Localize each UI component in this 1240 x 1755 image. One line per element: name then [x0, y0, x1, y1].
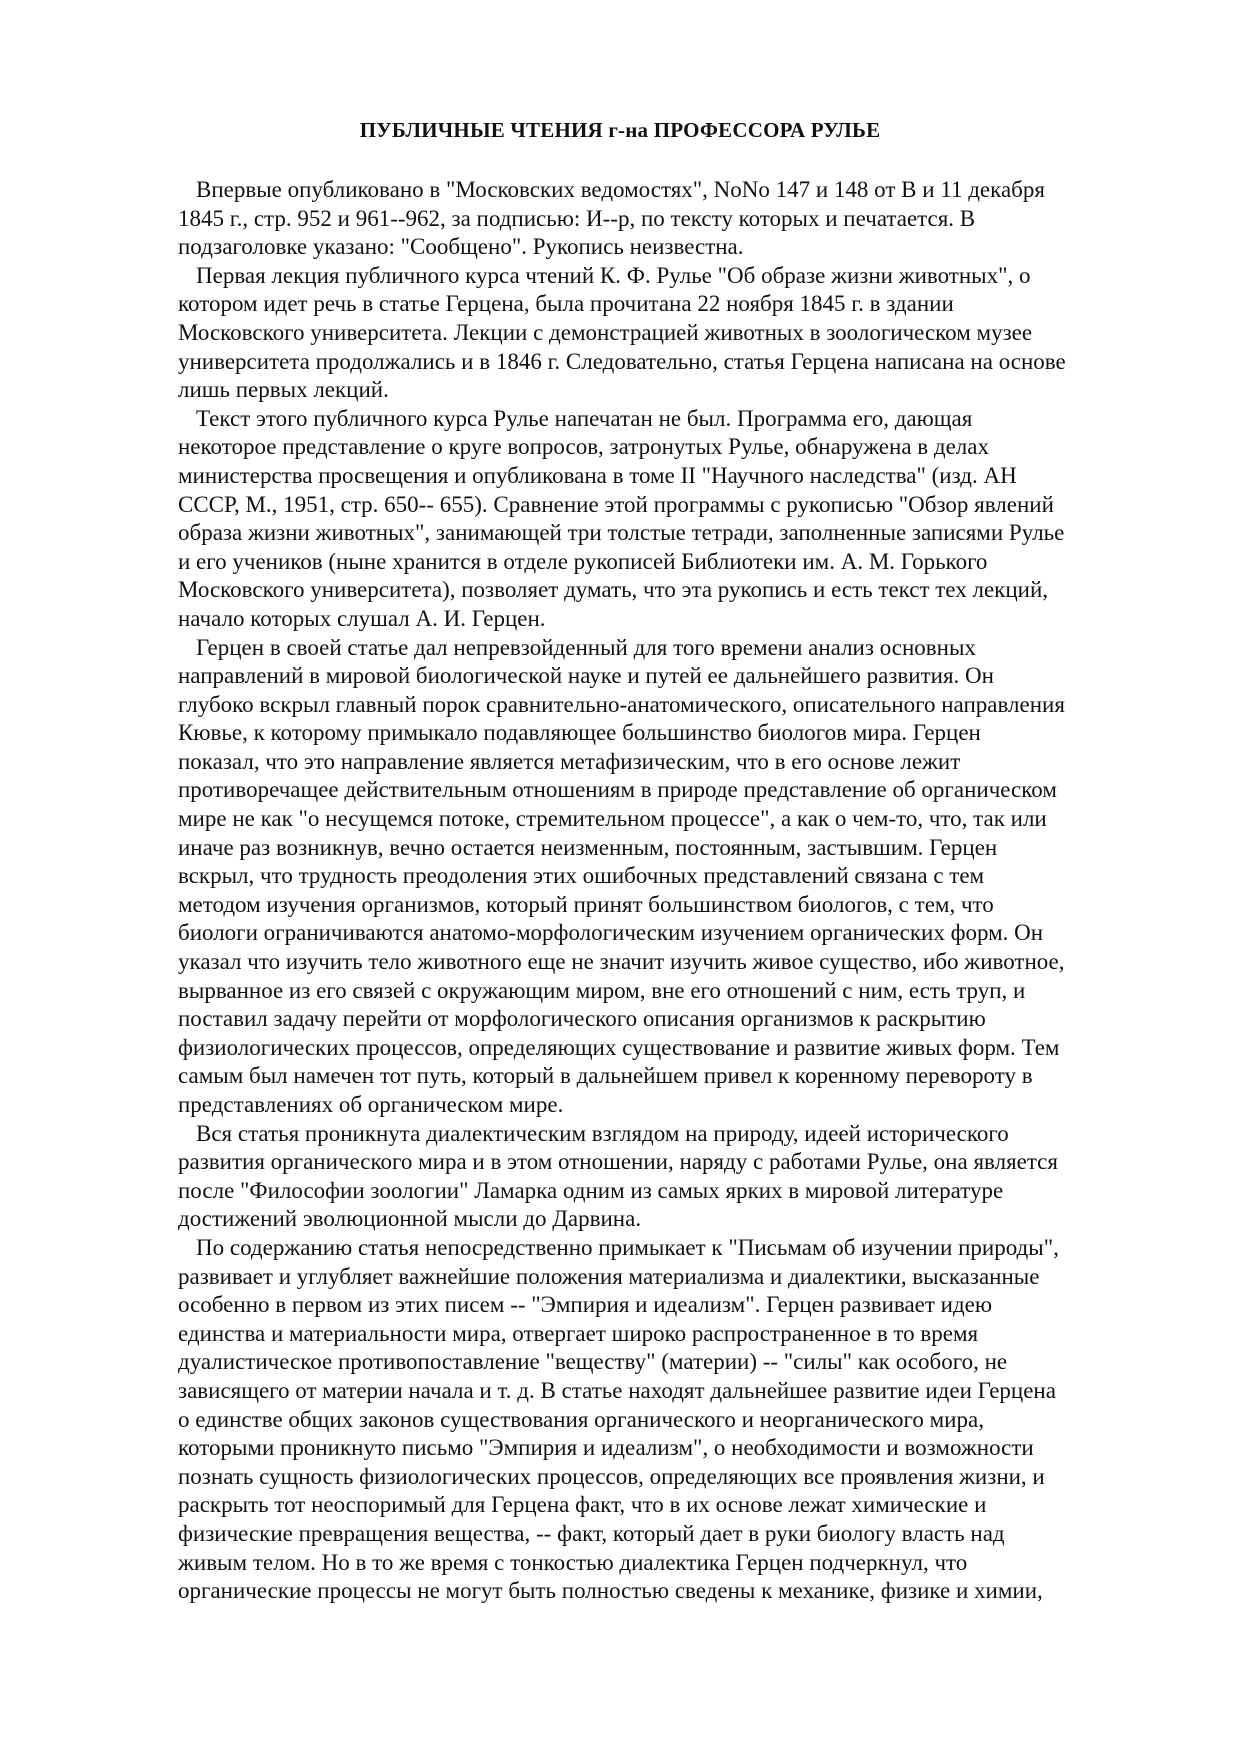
- paragraph-3: [178, 405, 1158, 634]
- text-line: физиологических процессов, определяющих существование и развитие живых форм. Тем: [178, 1034, 1060, 1060]
- text-line: иначе раз возникнув, вечно остается неизменным, постоянным, застывшим. Герцен: [178, 834, 998, 860]
- text-line: подзаголовке указано: "Сообщено". Рукопись неизвестна.: [178, 234, 744, 260]
- text-line: Кювье, к которому примыкало подавляющее большинство биологов мира. Герцен: [178, 720, 981, 746]
- text-line: Московского университета. Лекции с демонстрацией животных в зоологическом музее: [178, 319, 1033, 345]
- text-line: СССР, М., 1951, стр. 650-- 655). Сравнение этой программы с рукописью "Обзор явлений: [178, 491, 1054, 517]
- text-line: достижений эволюционной мысли до Дарвина.: [178, 1206, 642, 1232]
- text-line: о единстве общих законов существования органического и неорганического мира,: [178, 1406, 984, 1432]
- text-line: зависящего от материи начала и т. д. В статье находят дальнейшее развитие идеи Герцена: [178, 1377, 1056, 1403]
- document-title: ПУБЛИЧНЫЕ ЧТЕНИЯ г-на ПРОФЕССОРА РУЛЬЕ: [359, 118, 881, 142]
- text-line: По содержанию статья непосредственно примыкает к "Письмам об изучении природы",: [196, 1234, 1059, 1260]
- text-line: Герцен в своей статье дал непревзойденный для того времени анализ основных: [196, 634, 976, 660]
- text-line: мире не как "о несущемся потоке, стремительном процессе", а как о чем-то, что, так или: [178, 806, 1047, 832]
- text-line: показал, что это направление является метафизическим, что в его основе лежит: [178, 748, 961, 774]
- text-line: представлениях об органическом мире.: [178, 1092, 564, 1117]
- text-line: глубоко вскрыл главный порок сравнительно-анатомического, описательного направления: [178, 691, 1065, 717]
- text-line: 1845 г., стр. 952 и 961--962, за подписью: И--р, по тексту которых и печатается. В: [178, 205, 976, 231]
- paragraph-1: [178, 176, 1158, 262]
- document-body: [178, 176, 1158, 1606]
- text-line: Вся статья проникнута диалектическим взглядом на природу, идеей исторического: [196, 1120, 1009, 1146]
- text-line: котором идет речь в статье Герцена, была прочитана 22 ноября 1845 г. в здании: [178, 291, 954, 317]
- paragraph-4: [178, 634, 1158, 1120]
- text-line: указал что изучить тело животного еще не значит изучить живое существо, ибо животное,: [178, 949, 1065, 975]
- text-line: Текст этого публичного курса Рулье напечатан не был. Программа его, дающая: [196, 405, 973, 431]
- paragraph-2: [178, 262, 1158, 405]
- text-line: методом изучения организмов, который принят большинством биологов, с тем, что: [178, 891, 994, 917]
- text-line: лишь первых лекций.: [178, 377, 389, 403]
- text-line: развития органического мира и в этом отношении, наряду с работами Рулье, она является: [178, 1149, 1058, 1175]
- text-line: которыми проникнуто письмо "Эмпирия и идеализм", о необходимости и возможности: [178, 1435, 1034, 1461]
- text-line: раскрыть тот неоспоримый для Герцена факт, что в их основе лежат химические и: [178, 1492, 987, 1518]
- text-line: органические процессы не могут быть полностью сведены к механике, физике и химии,: [178, 1578, 1043, 1604]
- text-line: направлений в мировой биологической науке и путей ее дальнейшего развития. Он: [178, 663, 994, 689]
- text-line: биологи ограничиваются анатомо-морфологическим изучением органических форм. Он: [178, 920, 1044, 946]
- text-line: самым был намечен тот путь, который в дальнейшем привел к коренному перевороту в: [178, 1063, 1033, 1089]
- text-line: особенно в первом из этих писем -- "Эмпирия и идеализм". Герцен развивает идею: [178, 1292, 993, 1318]
- text-line: поставил задачу перейти от морфологического описания организмов к раскрытию: [178, 1006, 986, 1032]
- text-line: вырванное из его связей с окружающим миром, вне его отношений с ним, есть труп, и: [178, 977, 1026, 1003]
- text-line: противоречащее действительным отношениям в природе представление об органическом: [178, 777, 1057, 803]
- text-line: университета продолжались и в 1846 г. Следовательно, статья Герцена написана на основе: [178, 348, 1066, 374]
- text-line: некоторое представление о круге вопросов, затронутых Рулье, обнаружена в делах: [178, 434, 989, 460]
- text-line: Впервые опубликовано в "Московских ведомостях", NoNo 147 и 148 от В и 11 декабря: [196, 177, 1045, 202]
- paragraph-5: [178, 1120, 1158, 1234]
- text-line: после "Философии зоологии" Ламарка одним из самых ярких в мировой литературе: [178, 1177, 1004, 1203]
- text-line: живым телом. Но в то же время с тонкостью диалектика Герцен подчеркнул, что: [178, 1549, 968, 1575]
- text-line: Первая лекция публичного курса чтений К. Ф. Рулье "Об образе жизни животных", о: [196, 262, 1031, 288]
- text-line: познать сущность физиологических процессов, определяющих все проявления жизни, и: [178, 1463, 1045, 1489]
- text-line: физические превращения вещества, -- факт, который дает в руки биологу власть над: [178, 1520, 1005, 1546]
- text-line: начало которых слушал А. И. Герцен.: [178, 605, 546, 631]
- text-line: и его учеников (ныне хранится в отделе рукописей Библиотеки им. А. М. Горького: [178, 548, 988, 574]
- text-line: Московского университета), позволяет думать, что эта рукопись и есть текст тех лекций,: [178, 577, 1049, 603]
- text-line: образа жизни животных", занимающей три толстые тетради, заполненные записями Рулье: [178, 520, 1065, 546]
- text-line: дуалистическое противопоставление "веществу" (материи) -- "силы" как особого, не: [178, 1349, 1008, 1375]
- text-line: развивает и углубляет важнейшие положения материализма и диалектики, высказанные: [178, 1263, 1040, 1289]
- text-line: вскрыл, что трудность преодоления этих ошибочных представлений связана с тем: [178, 863, 985, 889]
- paragraph-6: [178, 1234, 1158, 1606]
- text-line: единства и материальности мира, отвергает широко распространенное в то время: [178, 1320, 979, 1346]
- text-line: министерства просвещения и опубликована в томе II "Научного наследства" (изд. АН: [178, 462, 1017, 488]
